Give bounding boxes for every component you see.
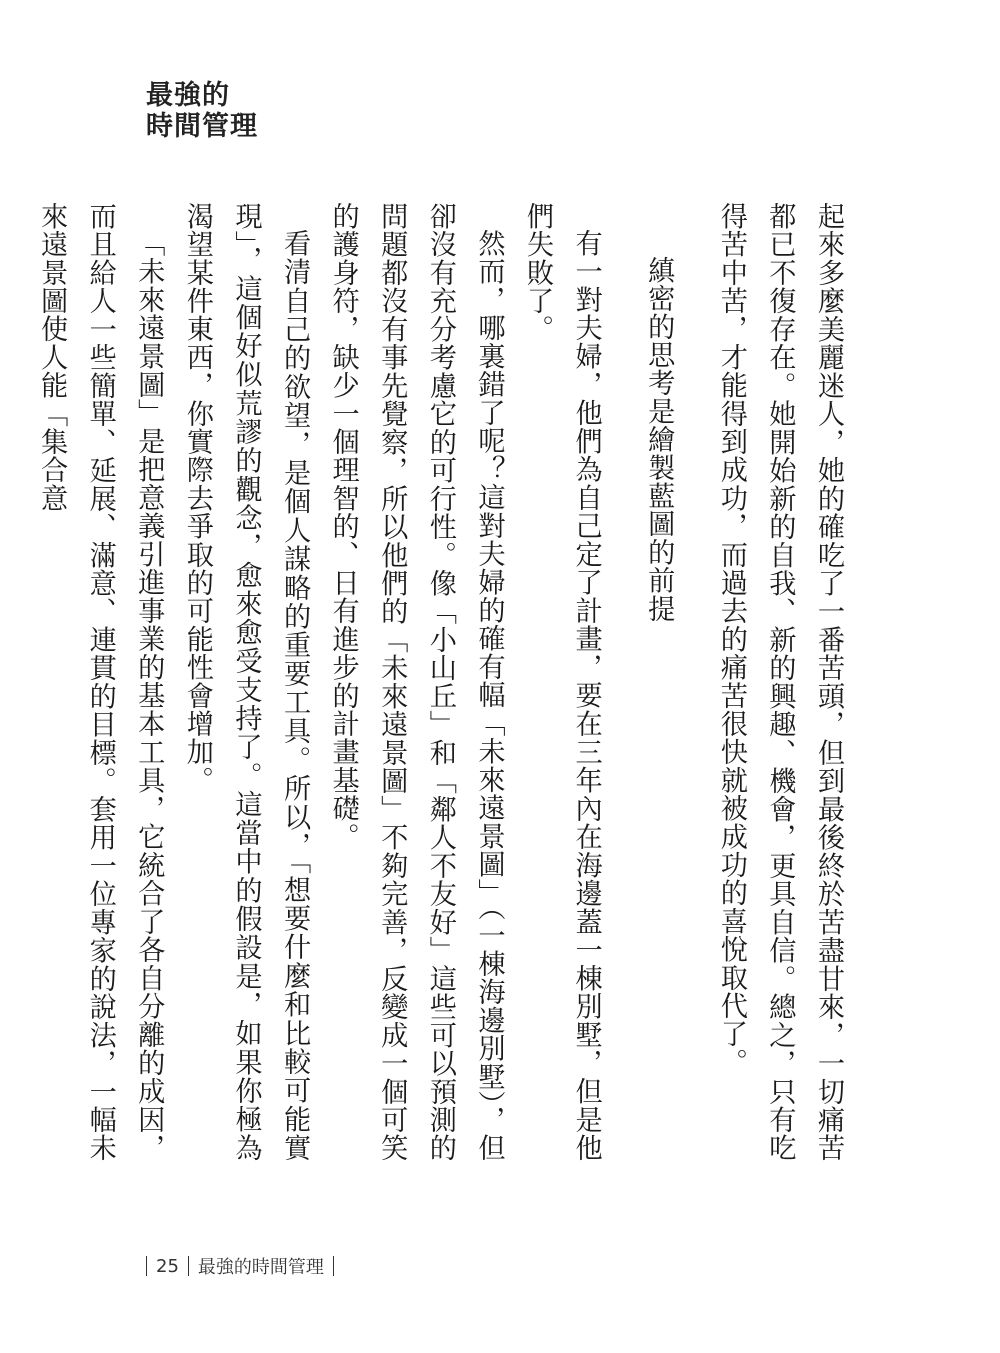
paragraph: 看清自己的欲望，是個人謀略的重要工具。所以，「想要什麼和比較可能實現」，這個好似荒謬的觀念，愈來愈受支持了。這當中的假設是，如果你極為渴望某件東西，你實際去爭取的可能性會增加。 (181, 202, 311, 1162)
section-heading: 縝密的思考是繪製藍圖的前提 (643, 256, 675, 623)
running-title: 最強的時間管理 (197, 1257, 324, 1278)
body-text (36, 202, 852, 1162)
book-title-line2: 時間管理 (146, 111, 258, 143)
footer-divider (146, 1256, 147, 1276)
paragraph-continued: 起來多麼美麗迷人，她的確吃了一番苦頭，但到最後終於苦盡甘來，一切痛苦都已不復存在。她開始新的自我、新的興趣、機會，更具自信。總之，只有吃得苦中苦，才能得到成功，而過去的痛苦很快就被成功的喜悅取代了。 (715, 202, 844, 1162)
footer-divider (188, 1256, 189, 1276)
footer-divider (333, 1256, 334, 1276)
book-title-line1: 最強的 (146, 80, 230, 111)
page-number: 25 (156, 1255, 179, 1277)
paragraph: 「未來遠景圖」是把意義引進事業的基本工具，它統合了各自分離的成因，而且給人一些簡單、延展、滿意、連貫的目標。套用一位專家的說法，一幅未來遠景圖使人能「集合意 (36, 202, 165, 1162)
book-title (146, 80, 258, 142)
paragraph: 有一對夫婦，他們為自己定了計畫，要在三年內在海邊蓋一棟別墅，但是他們失敗了。 (522, 202, 602, 1162)
page-footer (146, 1253, 343, 1279)
paragraph: 然而，哪裏錯了呢？這對夫婦的確有幅「未來遠景圖」（一棟海邊別墅），但卻沒有充分考慮它的可行性。像「小山丘」和「鄰人不友好」這些可以預測的問題都沒有事先覺察，所以他們的「未來遠景圖」不夠完善，反變成一個可笑的護身符，缺少一個理智的、日有進步的計畫基礎。 (327, 202, 505, 1162)
